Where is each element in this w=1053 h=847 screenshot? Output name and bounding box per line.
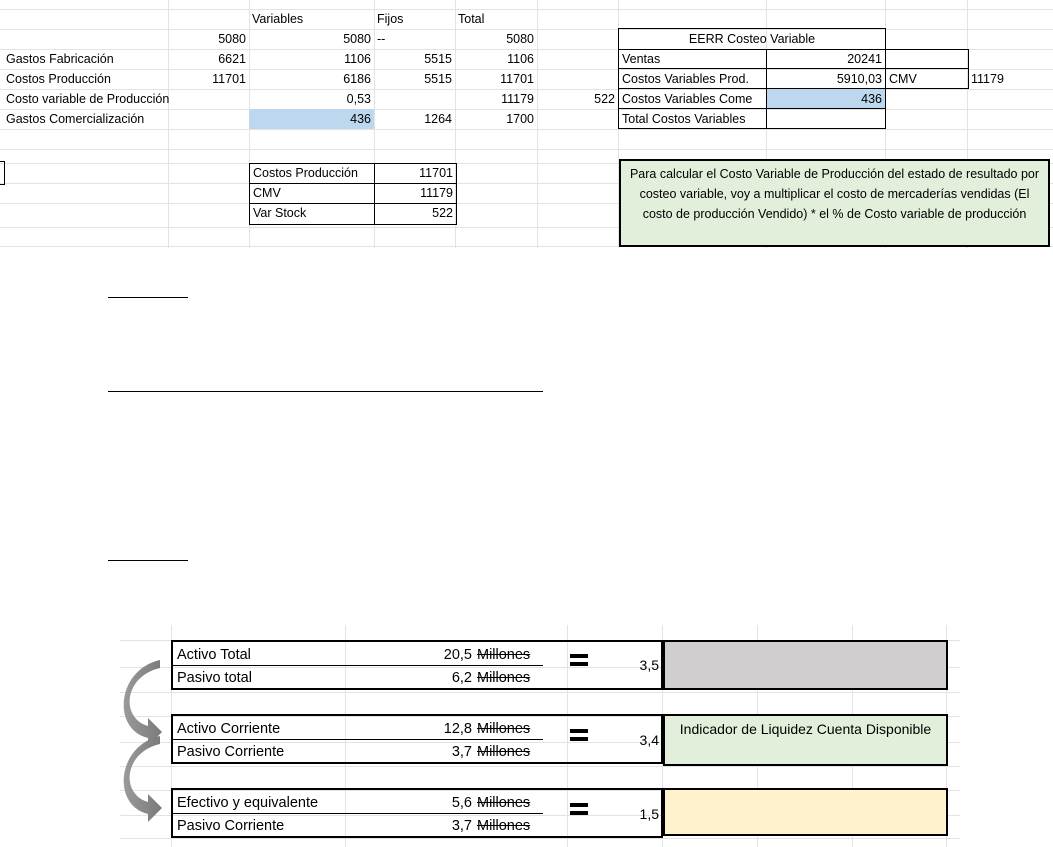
cell-value[interactable]: 1106 <box>344 52 371 66</box>
cell-value[interactable]: 1700 <box>506 112 534 126</box>
ratio-result[interactable]: 1,5 <box>639 806 659 822</box>
ratio-bottom-value[interactable]: 3,7 <box>451 744 472 760</box>
eerr-side-value[interactable]: 522 <box>594 92 615 106</box>
underline-mark <box>108 297 188 298</box>
row-label[interactable]: Costos Producción <box>253 166 358 180</box>
header-total[interactable]: Total <box>458 12 485 26</box>
underline-mark <box>108 560 188 561</box>
ratio-top-value[interactable]: 5,6 <box>451 795 472 811</box>
cell-value[interactable]: 11701 <box>419 166 453 180</box>
eerr-row-value[interactable]: 20241 <box>847 52 882 66</box>
ratio-top-unit[interactable]: Millones <box>477 721 531 737</box>
ratio-bottom-value[interactable]: 6,2 <box>451 670 472 686</box>
ratio-bottom-value[interactable]: 3,7 <box>451 818 472 834</box>
ratio-note[interactable] <box>663 788 948 836</box>
row-label[interactable]: Costos Producción <box>6 72 111 86</box>
equals-icon <box>570 729 588 741</box>
cell-value[interactable]: 11701 <box>500 72 534 86</box>
cell-value[interactable]: 5080 <box>343 32 371 46</box>
cell-value[interactable]: 11179 <box>420 186 453 200</box>
ratio-bottom-unit[interactable]: Millones <box>477 670 531 686</box>
ratio-note[interactable] <box>663 640 948 690</box>
ratio-bottom-label[interactable]: Pasivo Corriente <box>177 818 285 834</box>
ratio-result[interactable]: 3,5 <box>639 657 659 673</box>
cell-value[interactable]: -- <box>377 32 386 46</box>
curved-arrow-icon <box>118 660 182 840</box>
cell-value[interactable]: 1106 <box>507 52 534 66</box>
cell-value[interactable]: 5080 <box>218 32 246 46</box>
ratio-bottom-label[interactable]: Pasivo total <box>177 670 252 686</box>
eerr-extra-value[interactable]: 11179 <box>971 72 1004 86</box>
equals-icon <box>570 803 588 815</box>
ratio-top-label[interactable]: Efectivo y equivalente <box>177 795 319 811</box>
cell-value[interactable]: 1264 <box>424 112 452 126</box>
cell-value[interactable]: 6621 <box>218 52 246 66</box>
eerr-row-label[interactable]: Costos Variables Come <box>622 92 753 106</box>
row-label[interactable]: Gastos Comercialización <box>6 112 145 126</box>
row-label[interactable]: CMV <box>253 186 281 200</box>
ratio-bottom-unit[interactable]: Millones <box>477 818 531 834</box>
ratio-result[interactable]: 3,4 <box>639 732 659 748</box>
ratio-top-unit[interactable]: Millones <box>477 647 531 663</box>
ratio-top-label[interactable]: Activo Corriente <box>177 721 281 737</box>
explanation-note[interactable]: Para calcular el Costo Variable de Producción del estado de resultado por costeo variable, voy a multiplicar el costo de mercaderías vendidas (El costo de producción Vendido) * el % de Costo variable de producción <box>619 159 1050 247</box>
header-variables[interactable]: Variables <box>252 12 304 26</box>
ratio-top-value[interactable]: 20,5 <box>443 647 472 663</box>
cell-value[interactable]: 6186 <box>343 72 371 86</box>
cell-value[interactable]: 5515 <box>424 72 452 86</box>
eerr-row-value[interactable]: 5910,03 <box>836 72 882 86</box>
row-label[interactable]: Costo variable de Producción <box>6 92 170 106</box>
cell-value[interactable]: 11179 <box>501 92 534 106</box>
eerr-title[interactable]: EERR Costeo Variable <box>688 32 816 46</box>
ratio-bottom-unit[interactable]: Millones <box>477 744 531 760</box>
ratio-top-unit[interactable]: Millones <box>477 795 531 811</box>
cell-cursor <box>0 161 5 185</box>
eerr-row-label[interactable]: Ventas <box>622 52 661 66</box>
row-label[interactable]: Var Stock <box>253 206 307 220</box>
row-label[interactable]: Gastos Fabricación <box>6 52 114 66</box>
ratio-note[interactable]: Indicador de Liquidez Cuenta Disponible <box>663 714 948 766</box>
cell-value-highlight[interactable]: 436 <box>249 109 374 129</box>
header-fijos[interactable]: Fijos <box>377 12 404 26</box>
cell-value[interactable]: 0,53 <box>346 92 371 106</box>
cell-value[interactable]: 11701 <box>212 72 246 86</box>
eerr-extra-label[interactable]: CMV <box>889 72 917 86</box>
eerr-row-value[interactable]: 436 <box>861 92 882 106</box>
cell-value[interactable]: 522 <box>432 206 453 220</box>
ratio-bottom-label[interactable]: Pasivo Corriente <box>177 744 285 760</box>
cell-value[interactable]: 5515 <box>424 52 452 66</box>
cell-value[interactable]: 5080 <box>506 32 534 46</box>
eerr-row-label[interactable]: Costos Variables Prod. <box>622 72 749 86</box>
ratio-top-label[interactable]: Activo Total <box>177 647 251 663</box>
eerr-row-label[interactable]: Total Costos Variables <box>622 112 746 126</box>
underline-mark <box>108 391 543 392</box>
ratio-top-value[interactable]: 12,8 <box>443 721 472 737</box>
equals-icon <box>570 654 588 666</box>
